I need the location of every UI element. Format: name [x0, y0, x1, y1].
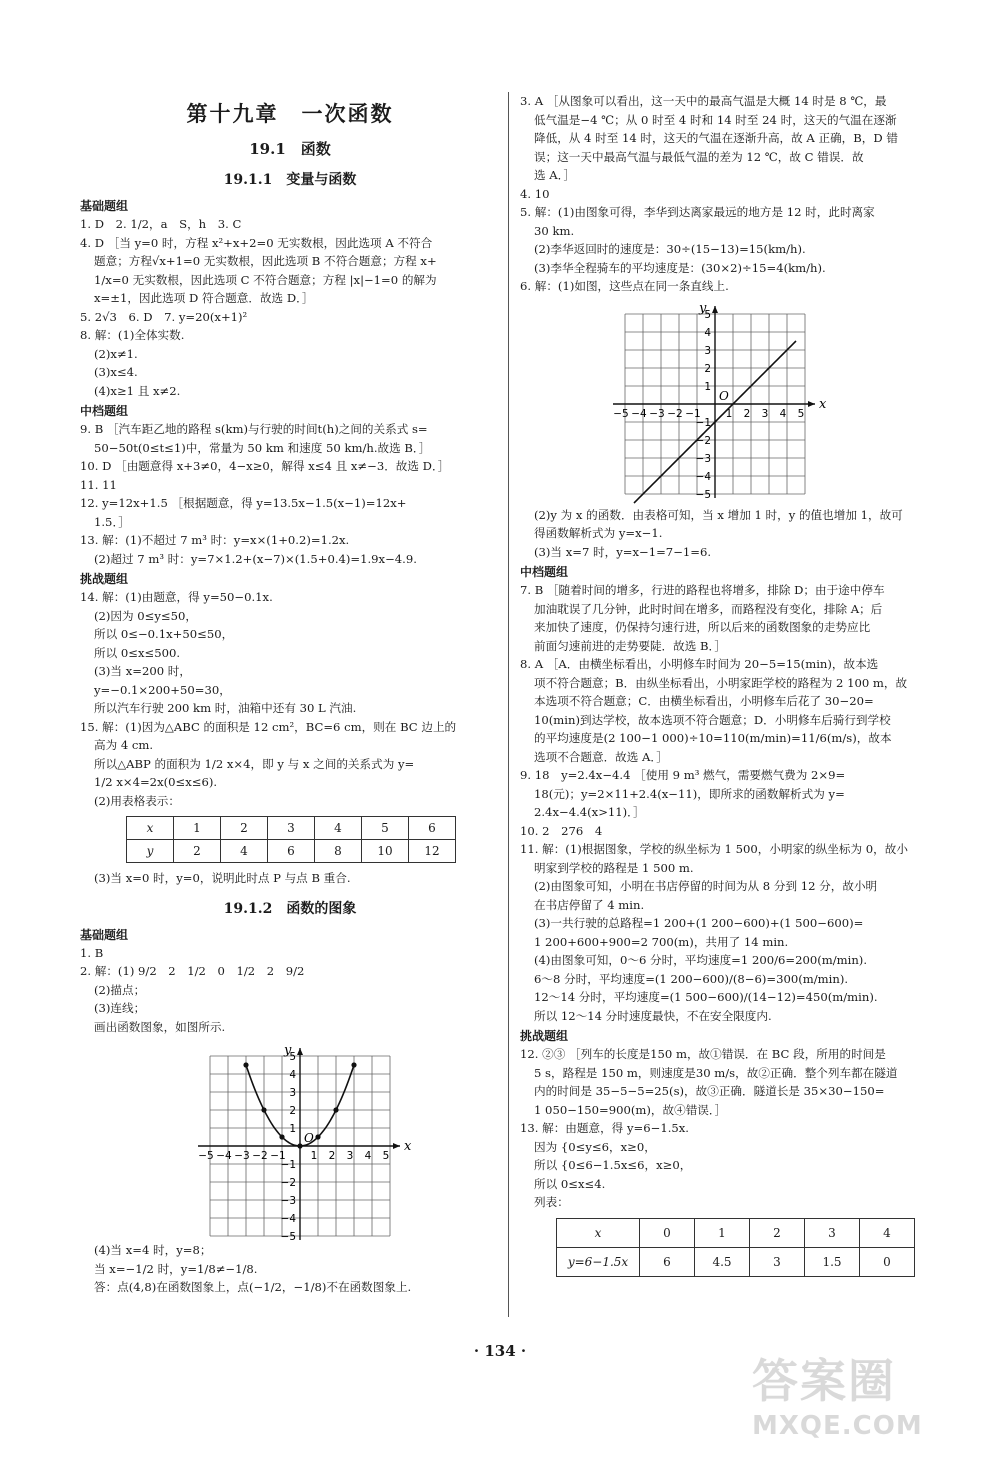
answer-line: 10(min)到达学校，故本选项不符合题意；D．小明修车后骑行到学校 [534, 712, 891, 727]
table-header-y: y=6−1.5x [557, 1247, 640, 1276]
y-tick-label: 3 [704, 344, 711, 357]
table-cell: 6 [268, 840, 315, 863]
answer-line: (4)当 x=4 时，y=8； [94, 1243, 212, 1257]
table-cell: 8 [315, 840, 362, 863]
answer-line: 所以 0≤−0.1x+50≤50， [94, 627, 234, 641]
answer-line: 12～14 分时，平均速度=(1 500−600)/(14−12)=450(m/min). [534, 990, 878, 1004]
origin-label: O [719, 388, 729, 403]
y-tick-label: 4 [289, 1069, 296, 1081]
page-number: · 134 · [473, 1342, 527, 1360]
table-cell: 6 [409, 817, 456, 840]
plotted-point [243, 1062, 248, 1067]
answer-line: 答：点(4,8)在函数图象上，点(−1/2，−1/8)不在函数图象上. [94, 1280, 412, 1294]
y-tick-label: 3 [289, 1087, 296, 1099]
answer-line: 8. A ［A．由横坐标看出，小明修车时间为 20−5=15(min)，故本选 [520, 657, 879, 671]
answer-line: 1/x=0 无实数根，因此选项 C 不符合题意；方程 |x|−1=0 的解为 [94, 272, 437, 287]
answer-line: (3)连线； [94, 1001, 146, 1015]
answer-line: (3)x≤4. [94, 365, 138, 379]
answer-line: 5. 2√3 6. D 7. y=20(x+1)² [80, 309, 248, 324]
answers-right-b [520, 506, 940, 562]
answer-line: 得函数解析式为 y=x−1. [534, 526, 663, 540]
table-cell: 3 [750, 1247, 805, 1276]
subsection-title-1: 19.1.1 变量与函数 [223, 172, 357, 188]
answer-line: 3. A ［从图象可以看出，这一天中的最高气温是大概 14 时是 8 ℃，最 [520, 94, 887, 108]
x-axis-label: x [819, 396, 827, 412]
table-header-x: x [557, 1218, 640, 1247]
answer-line: 13. 解：(1)不超过 7 m³ 时：y=x×(1+0.2)=1.2x. [80, 533, 350, 547]
y-tick-label: −2 [280, 1177, 296, 1189]
y-tick-label: 1 [704, 380, 711, 393]
table-cell: 12 [409, 840, 456, 863]
x-tick-label: −3 [234, 1150, 250, 1162]
answer-line: 所以 0≤x≤4. [534, 1176, 606, 1191]
table-row [127, 817, 456, 840]
watermark [752, 1345, 982, 1465]
y-axis-arrow [712, 306, 718, 313]
table-row [557, 1247, 915, 1276]
answer-line: (2)x≠1. [94, 346, 138, 361]
column-divider [508, 92, 509, 1317]
answer-line: (2)用表格表示： [94, 793, 180, 808]
parabola-graph [80, 1036, 500, 1241]
table-cell: 3 [805, 1218, 860, 1247]
answer-line: 10. 2 276 4 [520, 823, 603, 838]
table-cell: 1 [174, 817, 221, 840]
answers-left-f [80, 1241, 500, 1297]
answer-line: 13. 解：由题意，得 y=6−1.5x. [520, 1121, 689, 1135]
answer-line: (2)因为 0≤y≤50， [94, 608, 197, 623]
table-cell: 1.5 [805, 1247, 860, 1276]
answer-line: (2)y 为 x 的函数．由表格可知，当 x 增加 1 时，y 的值也增加 1，故可 [534, 507, 903, 522]
answer-line: (2)超过 7 m³ 时：y=7×1.2+(x−7)×(1.5+0.4)=1.9x−4.9. [94, 551, 417, 566]
answer-line: 10. D ［由题意得 x+3≠0，4−x≥0，解得 x≤4 且 x≠−3．故选 D．］ [80, 459, 450, 473]
y-tick-label: 2 [289, 1105, 296, 1117]
answer-line: 列表： [534, 1195, 569, 1209]
section-title: 19.1 函数 [249, 140, 331, 158]
table-cell: 2 [221, 817, 268, 840]
answer-line: 本选项不符合题意；C．由横坐标看出，小明修车后花了 30−20= [534, 694, 874, 708]
answer-line: 14. 解：(1)由题意，得 y=50−0.1x. [80, 590, 273, 604]
answer-line: 因为 {0≤y≤6，x≥0， [534, 1139, 656, 1154]
plotted-point [261, 1107, 266, 1112]
y-axis-label: y [284, 1043, 292, 1058]
plotted-point [351, 1062, 356, 1067]
answer-line: 前面匀速前进的走势要陡．故选 B．］ [534, 638, 726, 653]
answer-line: 5. 解：(1)由图象可得，李华到达离家最远的地方是 12 时，此时离家 [520, 205, 875, 219]
x-tick-label: −3 [649, 407, 665, 420]
x-tick-label: 5 [797, 407, 805, 420]
plotted-point [297, 1143, 302, 1148]
answer-line: 30 km. [534, 223, 575, 238]
answers-left-d [80, 869, 500, 888]
table-header-x: x [127, 817, 174, 840]
answer-line: (3)一共行驶的总路程=1 200+(1 200−600)+(1 500−600)= [534, 916, 864, 930]
table-row [127, 840, 456, 863]
group-challenge-r: 挑战题组 [520, 1029, 569, 1043]
group-basic: 基础题组 [80, 199, 129, 213]
y-tick-label: 1 [289, 1123, 296, 1135]
answer-line: 选项不合题意．故选 A．］ [534, 749, 668, 764]
answers-right-d [520, 1045, 940, 1212]
table-cell: 0 [640, 1218, 695, 1247]
y-axis-label: y [699, 300, 707, 316]
table-cell: 2 [174, 840, 221, 863]
answer-line: 内的时间是 35−5−5=25(s)，故③正确．隧道长是 35×30−150= [534, 1084, 885, 1098]
answer-line: (2)由图象可知，小明在书店停留的时间为从 8 分到 12 分，故小明 [534, 879, 878, 893]
y-axis-arrow [297, 1048, 303, 1055]
x-tick-label: 3 [346, 1150, 354, 1162]
x-tick-label: −5 [613, 407, 629, 420]
y-tick-label: 5 [289, 1051, 296, 1063]
y-tick-label: −4 [280, 1213, 296, 1225]
answer-line: 当 x=−1/2 时，y=1/8≠−1/8. [94, 1261, 258, 1276]
table-cell: 4.5 [695, 1247, 750, 1276]
x-tick-label: −1 [270, 1150, 286, 1162]
line-graph [520, 296, 940, 506]
answer-line: (2)李华返回时的速度是：30÷(15−13)=15(km/h). [534, 242, 806, 256]
table-cell: 6 [640, 1247, 695, 1276]
answer-line: 1 050−150=900(m)，故④错误．］ [534, 1102, 727, 1117]
answers-right-c [520, 581, 940, 1025]
answer-line: 9. 18 y=2.4x−4.4 ［使用 9 m³ 燃气，需要燃气费为 2×9= [520, 768, 846, 782]
answer-line: 2. 解：(1) 9/2 2 1/2 0 1/2 2 9/2 [80, 964, 305, 978]
group-basic-2: 基础题组 [80, 927, 129, 942]
answer-line: (4)x≥1 且 x≠2. [94, 383, 181, 398]
x-tick-label: 3 [761, 407, 769, 420]
table-cell: 1 [695, 1218, 750, 1247]
answer-line: 18(元)；y=2×11+2.4(x−11)，即所求的函数解析式为 y= [534, 786, 845, 801]
answers-left-a [80, 215, 500, 400]
answer-line: 选 A．］ [534, 168, 576, 182]
x-tick-label: 2 [743, 407, 751, 420]
answer-line: 加油耽误了几分钟，此时时间在增多，而路程没有变化，排除 A；后 [534, 601, 883, 616]
answer-line: 6. 解：(1)如图，这些点在同一条直线上. [520, 279, 729, 293]
answer-line: (3)李华全程骑车的平均速度是：(30×2)÷15=4(km/h). [534, 260, 826, 275]
group-challenge: 挑战题组 [80, 572, 129, 586]
answer-line: (3)当 x=200 时， [94, 664, 191, 678]
table-cell: 4 [315, 817, 362, 840]
y-tick-label: −5 [695, 488, 711, 501]
watermark-url: MXQE.COM [752, 1411, 923, 1441]
y-tick-label: 4 [704, 326, 711, 339]
answers-left-b [80, 420, 500, 568]
table-cell: 0 [860, 1247, 915, 1276]
group-middle-r: 中档题组 [520, 565, 569, 579]
right-column [520, 92, 940, 1281]
y-tick-label: 2 [704, 362, 711, 375]
subsection-title-2: 19.1.2 函数的图象 [223, 900, 357, 917]
x-axis-label: x [404, 1139, 412, 1154]
table-x-y-2 [556, 1218, 915, 1277]
answer-line: 明家到学校的路程是 1 500 m. [534, 860, 694, 875]
plotted-point [333, 1107, 338, 1112]
plotted-point [315, 1134, 320, 1139]
x-tick-label: −2 [252, 1150, 268, 1162]
x-tick-label: 2 [328, 1150, 336, 1162]
answer-line: 1. B [80, 945, 104, 960]
answer-line: 8. 解：(1)全体实数. [80, 328, 185, 342]
answer-line: 项不符合题意；B．由纵坐标看出，小明家距学校的路程为 2 100 m，故 [534, 675, 908, 690]
answer-line: y=−0.1×200+50=30， [94, 682, 231, 697]
answer-line: 1.5．］ [94, 514, 130, 529]
y-tick-label: −5 [280, 1231, 296, 1241]
answer-line: (2)描点； [94, 982, 146, 997]
answer-line: 高为 4 cm. [94, 738, 154, 752]
table-cell: 2 [750, 1218, 805, 1247]
answers-left-c [80, 588, 500, 810]
y-tick-label: −3 [280, 1195, 296, 1207]
answer-line: 1/2 x×4=2x(0≤x≤6). [94, 775, 218, 789]
answer-line: 误；这一天中最高气温与最低气温的差为 12 ℃，故 C 错误．故 [534, 149, 864, 164]
x-tick-label: −4 [631, 407, 647, 420]
table-cell: 3 [268, 817, 315, 840]
chapter-title: 第十九章 一次函数 [186, 101, 394, 126]
answer-line: 7. B ［随着时间的增多，行进的路程也将增多，排除 D；由于途中停车 [520, 583, 885, 597]
answer-line: 12. ②③ ［列车的长度是150 m，故①错误．在 BC 段，所用的时间是 [520, 1047, 886, 1061]
answer-line: 4. D ［当 y=0 时，方程 x²+x+2=0 无实数根，因此选项 A 不符合 [80, 235, 433, 250]
answer-line: 所以汽车行驶 200 km 时，油箱中还有 30 L 汽油. [94, 701, 357, 715]
origin-label: O [304, 1131, 314, 1145]
y-tick-label: −4 [695, 470, 711, 483]
answer-line: 4. 10 [520, 186, 550, 201]
x-tick-label: 4 [779, 407, 787, 420]
answer-line: 所以 0≤x≤500. [94, 645, 181, 660]
x-tick-label: −2 [667, 407, 683, 420]
answer-line: 题意；方程√x+1=0 无实数根，因此选项 B 不符合题意；方程 x+ [94, 254, 437, 268]
answer-line: 低气温是−4 ℃；从 0 时至 4 时和 14 时至 24 时，这天的气温在逐渐 [534, 112, 897, 127]
answer-line: 的平均速度是(2 100−1 000)÷10=110(m/min)=11/6(m/s)，故本 [534, 731, 892, 745]
table-cell: 10 [362, 840, 409, 863]
answer-line: (3)当 x=7 时，y=x−1=7−1=6. [534, 544, 712, 559]
table-row [557, 1218, 915, 1247]
x-tick-label: 4 [364, 1150, 372, 1162]
y-tick-label: −2 [695, 434, 711, 447]
x-tick-label: 1 [725, 407, 733, 420]
answer-line: 15. 解：(1)因为△ABC 的面积是 12 cm²，BC=6 cm，则在 BC 边上的 [80, 719, 457, 734]
table-cell: 5 [362, 817, 409, 840]
x-tick-label: 1 [310, 1150, 318, 1162]
left-column [80, 92, 500, 1297]
x-tick-label: −4 [216, 1150, 232, 1162]
x-tick-label: −5 [198, 1150, 214, 1162]
table-cell: 4 [221, 840, 268, 863]
answer-line: 在书店停留了 4 min. [534, 897, 645, 912]
table-cell: 4 [860, 1218, 915, 1247]
y-tick-label: 5 [704, 308, 711, 321]
answer-line: 2.4x−4.4(x>11)．］ [534, 805, 645, 819]
table-x-y [126, 816, 456, 863]
y-tick-label: −3 [695, 452, 711, 465]
answer-line: (4)由图象可知，0～6 分时，平均速度=1 200/6=200(m/min). [534, 953, 868, 967]
answer-line: 所以 {0≤6−1.5x≤6，x≥0， [534, 1158, 692, 1172]
x-axis-arrow [808, 401, 815, 407]
answer-line: (3)当 x=0 时，y=0，说明此时点 P 与点 B 重合. [94, 871, 351, 885]
y-tick-label: −1 [280, 1159, 296, 1171]
answer-line: 6～8 分时，平均速度=(1 200−600)/(8−6)=300(m/min). [534, 971, 849, 986]
answer-line: 11. 解：(1)根据图象，学校的纵坐标为 1 500，小明家的纵坐标为 0，故小 [520, 842, 908, 856]
answer-line: 9. B ［汽车距乙地的路程 s(km)与行驶的时间t(h)之间的关系式 s= [80, 422, 428, 436]
answers-left-e [80, 944, 500, 1037]
answer-line: 5 s，路程是 150 m，则速度是30 m/s，故②正确．整个列车都在隧道 [534, 1065, 898, 1080]
answer-line: 画出函数图象，如图所示. [94, 1019, 226, 1034]
answer-line: x=±1，因此选项 D 符合题意．故选 D．］ [94, 291, 314, 305]
x-tick-label: 5 [382, 1150, 390, 1162]
y-tick-label: −1 [695, 416, 711, 429]
answer-line: 50−50t(0≤t≤1)中，常量为 50 km 和速度 50 km/h.故选 B．］ [94, 440, 431, 455]
answer-line: 所以 12～14 分时速度最快，不在安全限度内. [534, 1008, 772, 1023]
group-middle: 中档题组 [80, 404, 129, 418]
answer-line: 1. D 2. 1/2，a S，h 3. C [80, 217, 242, 231]
answer-line: 所以△ABP 的面积为 1/2 x×4，即 y 与 x 之间的关系式为 y= [94, 756, 415, 771]
plotted-point [279, 1134, 284, 1139]
watermark-logo-text: 答案圈 [752, 1354, 896, 1408]
answer-line: 12. y=12x+1.5 ［根据题意，得 y=13.5x−1.5(x−1)=12x+ [80, 496, 407, 510]
table-header-y: y [127, 840, 174, 863]
answer-line: 降低，从 4 时至 14 时，这天的气温在逐渐升高，故 A 正确，B，D 错 [534, 131, 898, 145]
answers-right-a [520, 92, 940, 296]
answer-line: 来加快了速度，仍保持匀速行进，所以后来的函数图象的走势应比 [534, 620, 871, 634]
x-axis-arrow [393, 1143, 400, 1149]
x-tick-label: −1 [685, 407, 701, 420]
answer-line: 1 200+600+900=2 700(m)，共用了 14 min. [534, 934, 789, 949]
answer-line: 11. 11 [80, 477, 117, 492]
